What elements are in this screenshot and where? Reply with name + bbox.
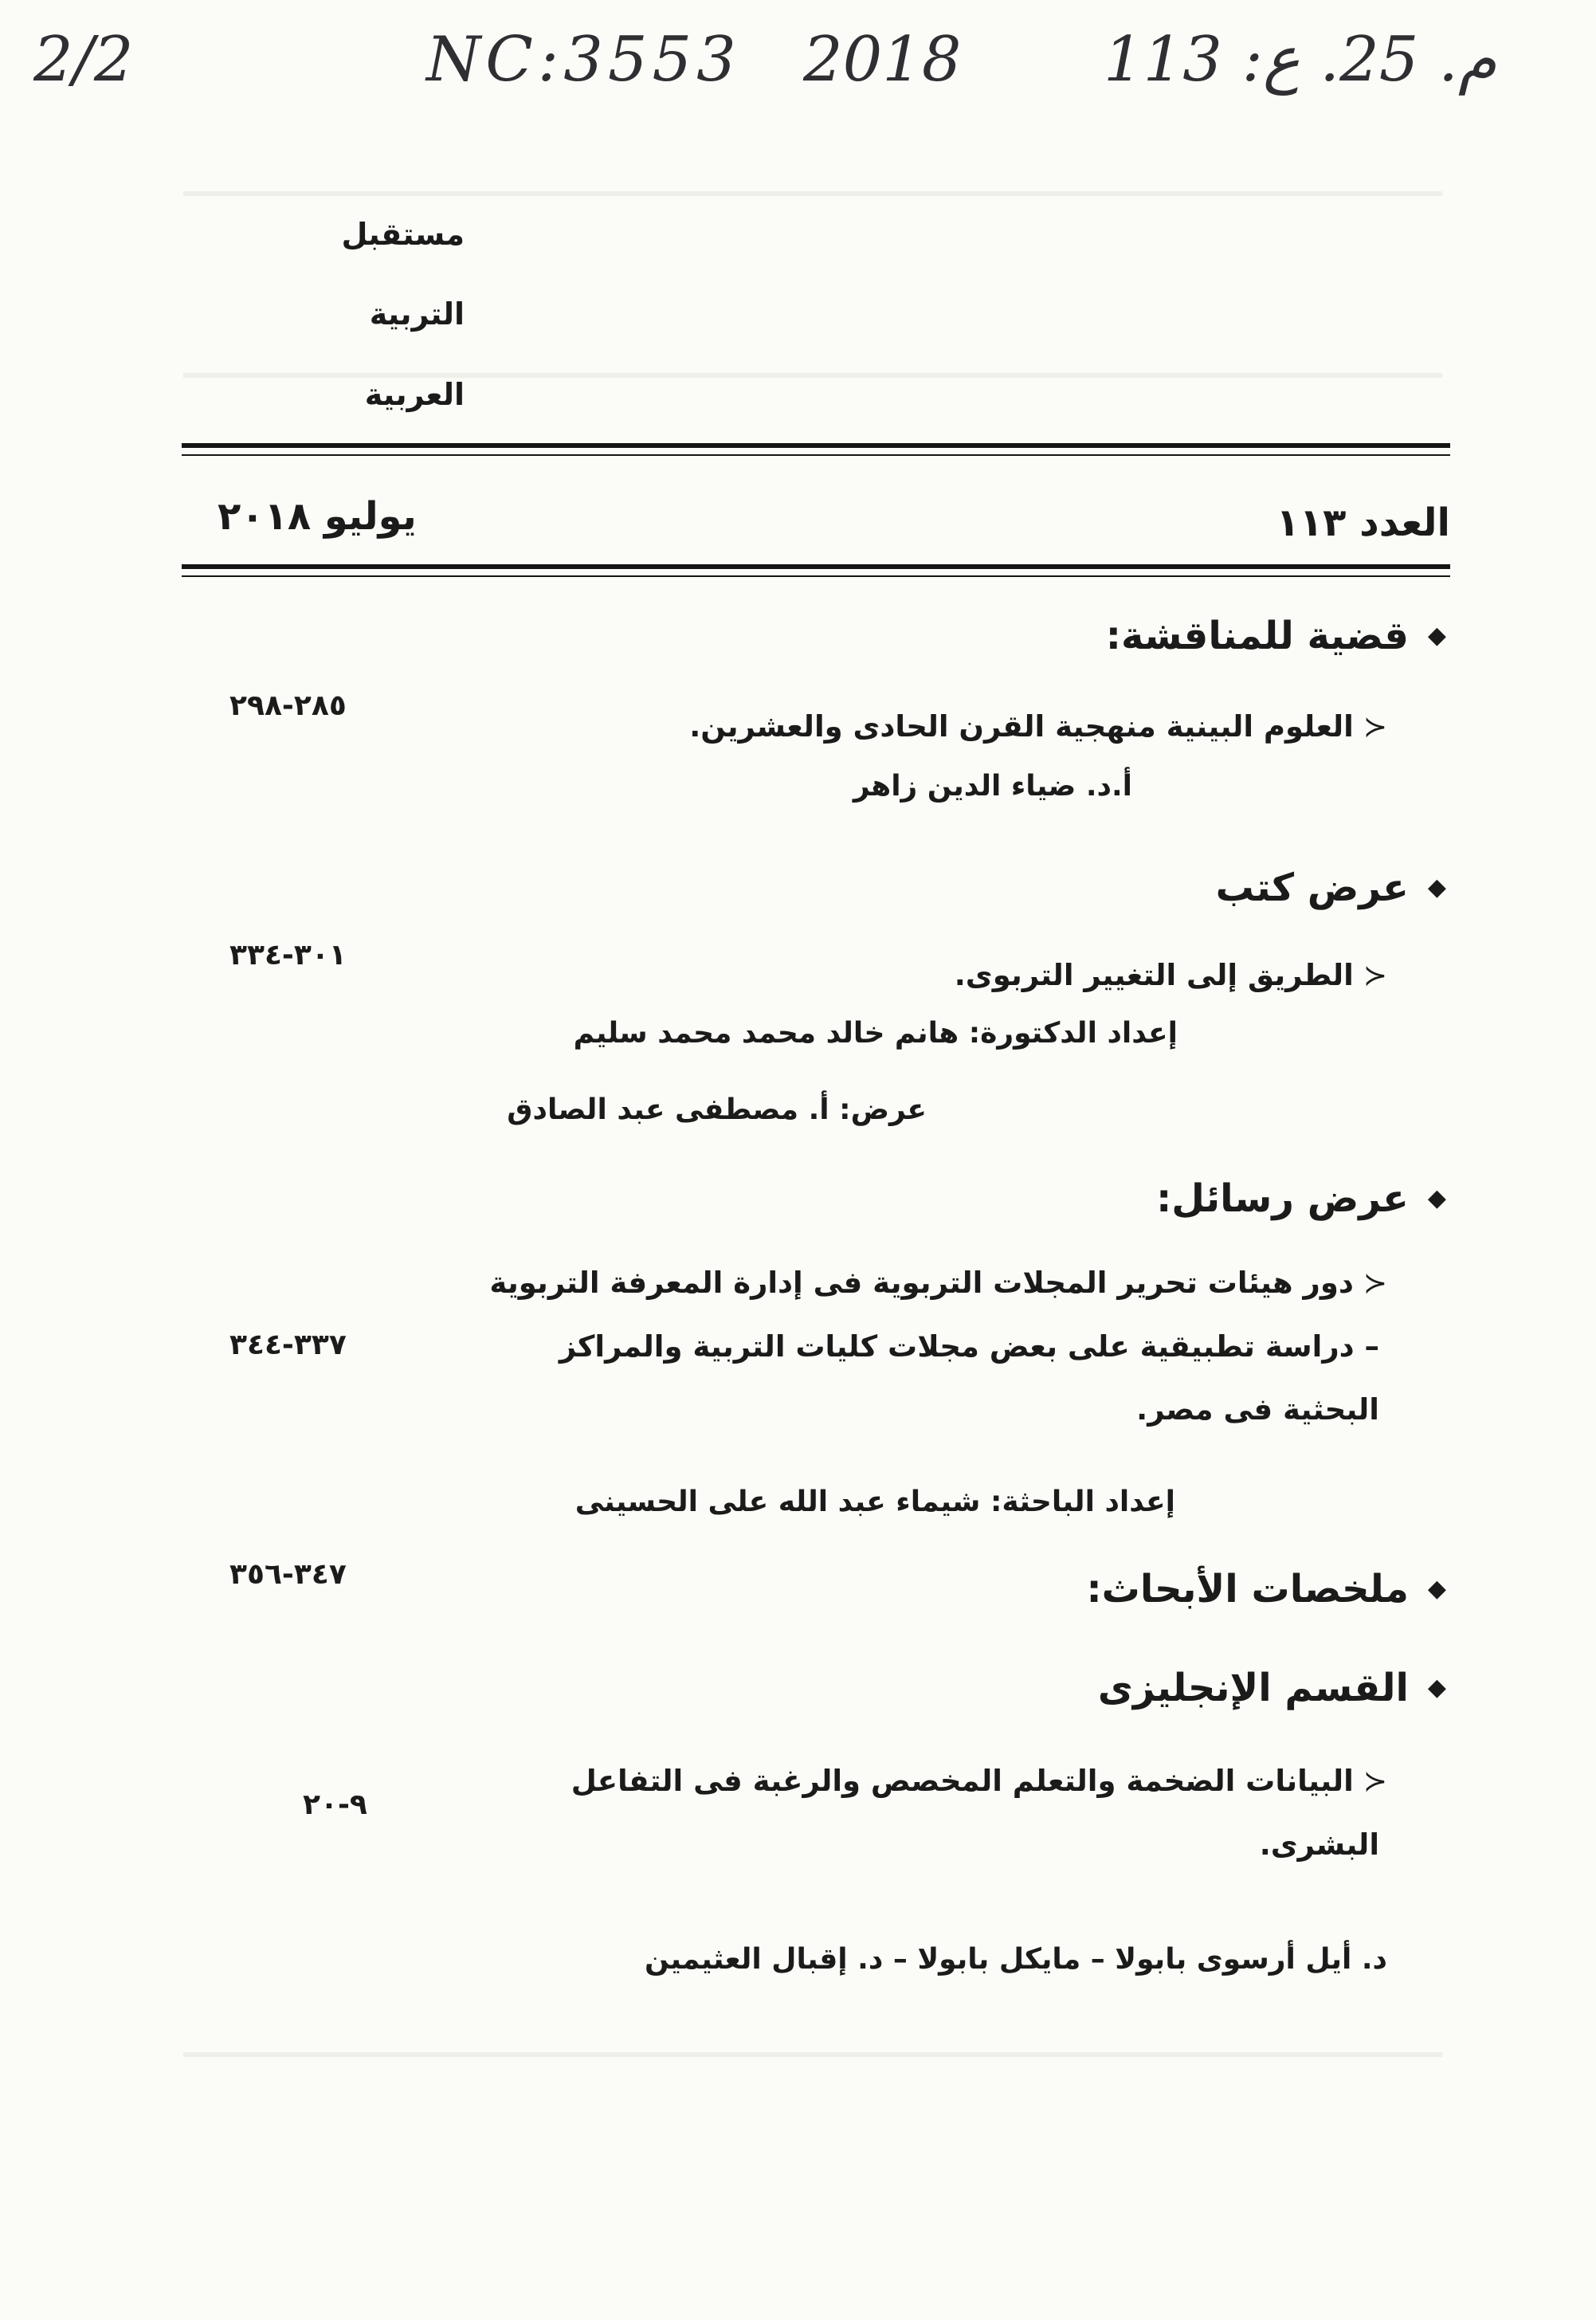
handwritten-nc-reference: NC:3553	[426, 24, 741, 96]
issue-date: يوليو ٢٠١٨	[218, 494, 417, 539]
page-range: ٩-٢٠	[303, 1788, 367, 1821]
handwritten-page-number: 2/2	[33, 24, 134, 96]
chevron-bullet-icon: ≺	[1363, 1267, 1387, 1300]
entry-authors: د. أيل أرسوى بابولا – مايكل بابولا – د. إقبال العثيمين	[644, 1943, 1387, 1976]
contents-entry	[176, 944, 1387, 1007]
entry-title-line-2: – دراسة تطبيقية على بعض مجلات كليات التربية والمراكز	[559, 1329, 1379, 1364]
entry-reviewer: عرض: أ. مصطفى عبد الصادق	[507, 1093, 927, 1126]
entry-title: العلوم البينية منهجية القرن الحادى والعشرين.	[689, 709, 1354, 744]
entry-title-line-1: البيانات الضخمة والتعلم المخصص والرغبة فى التفاعل	[571, 1764, 1354, 1798]
section-book-review-heading	[1216, 866, 1446, 910]
show-through-line	[183, 191, 1442, 196]
entry-author: إعداد الباحثة: شيماء عبد الله على الحسينى	[574, 1486, 1175, 1518]
journal-title-line-3: العربية	[364, 377, 465, 412]
diamond-bullet-icon: ◆	[1427, 1674, 1446, 1702]
contents-entry	[176, 695, 1387, 759]
section-title: القسم الإنجليزى	[1097, 1666, 1409, 1710]
diamond-bullet-icon: ◆	[1427, 622, 1446, 650]
section-discussion-heading	[1106, 614, 1446, 658]
handwritten-arabic-reference: م. 25. ع: 113	[1104, 24, 1497, 96]
section-title: ملخصات الأبحاث:	[1086, 1567, 1409, 1611]
section-abstracts-heading	[1086, 1567, 1446, 1611]
header-rule-thick	[182, 443, 1450, 448]
handwritten-year: 2018	[803, 24, 962, 96]
section-title: عرض كتب	[1215, 866, 1409, 910]
chevron-bullet-icon: ≺	[1363, 711, 1387, 744]
section-theses-heading	[1156, 1176, 1446, 1221]
page-range: ٢٨٥-٢٩٨	[229, 689, 347, 722]
entry-editor: إعداد الدكتورة: هانم خالد محمد محمد سليم	[573, 1017, 1178, 1050]
entry-title-line-2: البشرى.	[1259, 1827, 1379, 1862]
chevron-bullet-icon: ≺	[1363, 1765, 1387, 1798]
entry-author: أ.د. ضياء الدين زاهر	[853, 770, 1132, 803]
journal-title-line-1: مستقبل	[341, 217, 465, 252]
diamond-bullet-icon: ◆	[1427, 1575, 1446, 1603]
section-title: عرض رسائل:	[1156, 1176, 1409, 1221]
page-range: ٣٣٧-٣٤٤	[229, 1329, 347, 1361]
diamond-bullet-icon: ◆	[1427, 1184, 1446, 1212]
entry-title-line-3: البحثية فى مصر.	[1136, 1392, 1379, 1427]
header-rule-thin	[182, 454, 1450, 456]
diamond-bullet-icon: ◆	[1427, 873, 1446, 901]
show-through-line	[183, 2052, 1442, 2057]
issue-number: العدد ١١٣	[1276, 501, 1450, 545]
entry-title: الطريق إلى التغيير التربوى.	[954, 958, 1354, 992]
contents-rule-thick	[182, 564, 1450, 569]
entry-title-line-1: دور هيئات تحرير المجلات التربوية فى إدارة المعرفة التربوية	[489, 1266, 1354, 1300]
section-title: قضية للمناقشة:	[1105, 614, 1409, 658]
contents-rule-thin	[182, 575, 1450, 577]
page-range: ٣٤٧-٣٥٦	[229, 1558, 347, 1591]
page-range: ٣٠١-٣٣٤	[229, 939, 347, 972]
section-english-heading	[1098, 1666, 1446, 1710]
issue-row	[182, 494, 1450, 558]
contents-entry	[176, 1251, 1387, 1441]
chevron-bullet-icon: ≺	[1363, 960, 1387, 992]
journal-title-line-2: التربية	[369, 296, 465, 332]
